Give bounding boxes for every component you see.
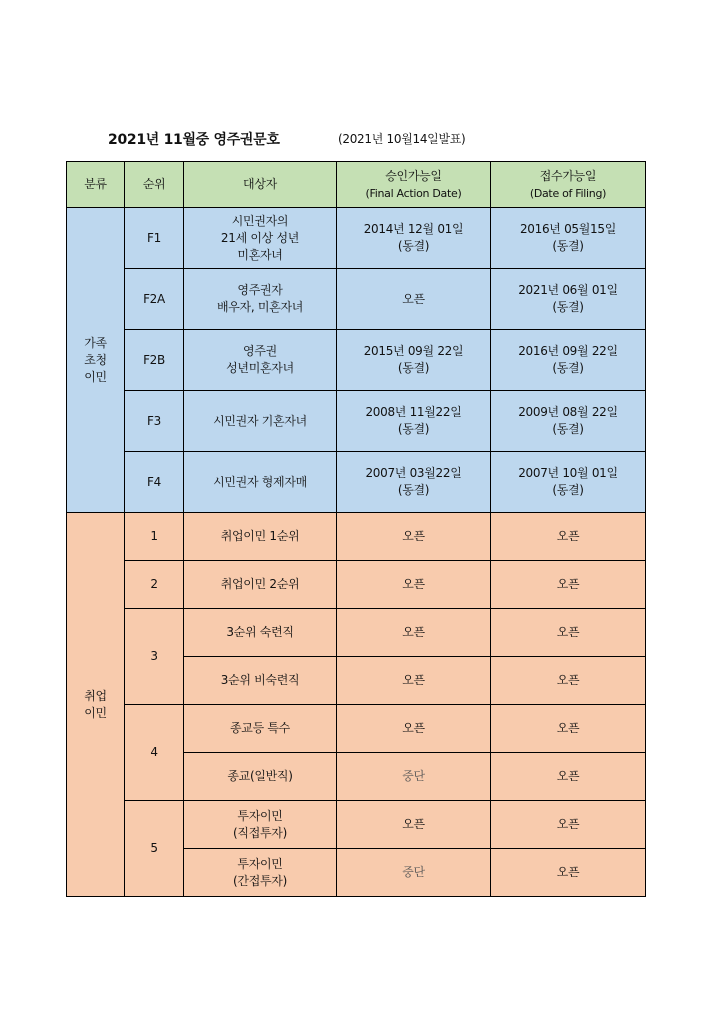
filing-cell: 오픈 <box>491 849 646 897</box>
priority-cell: 1 <box>125 513 184 561</box>
column-header-priority: 순위 <box>125 162 184 208</box>
final-action-cell: 오픈 <box>337 269 491 330</box>
title-row <box>0 129 724 149</box>
priority-cell: 4 <box>125 705 184 801</box>
final-action-cell: 오픈 <box>337 513 491 561</box>
priority-cell: F2B <box>125 330 184 391</box>
filing-cell: 오픈 <box>491 561 646 609</box>
final-action-cell: 2007년 03월22일 (동결) <box>337 452 491 513</box>
priority-cell: F1 <box>125 208 184 269</box>
table-row <box>67 330 646 391</box>
table-row <box>67 705 646 753</box>
employment-category-cell: 취업 이민 <box>67 513 125 897</box>
target-cell: 투자이민 (간접투자) <box>184 849 337 897</box>
final-action-cell: 오픈 <box>337 561 491 609</box>
final-action-cell: 오픈 <box>337 705 491 753</box>
filing-cell: 2016년 09월 22일 (동결) <box>491 330 646 391</box>
final-action-cell: 오픈 <box>337 657 491 705</box>
filing-cell: 오픈 <box>491 513 646 561</box>
priority-cell: F4 <box>125 452 184 513</box>
table-row <box>67 208 646 269</box>
final-action-cell: 중단 <box>337 849 491 897</box>
filing-cell: 2016년 05월15일 (동결) <box>491 208 646 269</box>
filing-cell: 2009년 08월 22일 (동결) <box>491 391 646 452</box>
table-row <box>67 269 646 330</box>
filing-cell: 2021년 06월 01일 (동결) <box>491 269 646 330</box>
target-cell: 영주권 성년미혼자녀 <box>184 330 337 391</box>
target-cell: 시민권자 기혼자녀 <box>184 391 337 452</box>
filing-cell: 오픈 <box>491 801 646 849</box>
filing-cell: 오픈 <box>491 705 646 753</box>
final-action-cell: 중단 <box>337 753 491 801</box>
table-header-row <box>67 162 646 208</box>
priority-cell: 3 <box>125 609 184 705</box>
announcement-date: (2021년 10월14일발표) <box>338 132 466 146</box>
table-row <box>67 609 646 657</box>
priority-cell: F2A <box>125 269 184 330</box>
page-title: 2021년 11월중 영주권문호 <box>108 132 280 148</box>
column-header-filing: 접수가능일 (Date of Filing) <box>491 162 646 208</box>
family-category-cell: 가족 초청 이민 <box>67 208 125 513</box>
column-header-target: 대상자 <box>184 162 337 208</box>
target-cell: 시민권자의 21세 이상 성년 미혼자녀 <box>184 208 337 269</box>
filing-cell: 오픈 <box>491 657 646 705</box>
target-cell: 취업이민 1순위 <box>184 513 337 561</box>
target-cell: 투자이민 (직접투자) <box>184 801 337 849</box>
table-row <box>67 801 646 849</box>
final-action-cell: 오픈 <box>337 801 491 849</box>
table-row <box>67 561 646 609</box>
target-cell: 종교등 특수 <box>184 705 337 753</box>
column-header-final-action: 승인가능일 (Final Action Date) <box>337 162 491 208</box>
table-row <box>67 452 646 513</box>
target-cell: 시민권자 형제자매 <box>184 452 337 513</box>
target-cell: 취업이민 2순위 <box>184 561 337 609</box>
visa-bulletin-table <box>66 161 646 897</box>
final-action-cell: 2015년 09월 22일 (동결) <box>337 330 491 391</box>
priority-cell: F3 <box>125 391 184 452</box>
target-cell: 3순위 비숙련직 <box>184 657 337 705</box>
target-cell: 종교(일반직) <box>184 753 337 801</box>
final-action-cell: 2008년 11월22일 (동결) <box>337 391 491 452</box>
filing-cell: 오픈 <box>491 753 646 801</box>
table-row <box>67 513 646 561</box>
target-cell: 3순위 숙련직 <box>184 609 337 657</box>
priority-cell: 2 <box>125 561 184 609</box>
final-action-cell: 2014년 12월 01일 (동결) <box>337 208 491 269</box>
filing-cell: 2007년 10월 01일 (동결) <box>491 452 646 513</box>
table-row <box>67 391 646 452</box>
final-action-cell: 오픈 <box>337 609 491 657</box>
priority-cell: 5 <box>125 801 184 897</box>
column-header-category: 분류 <box>67 162 125 208</box>
filing-cell: 오픈 <box>491 609 646 657</box>
target-cell: 영주권자 배우자, 미혼자녀 <box>184 269 337 330</box>
